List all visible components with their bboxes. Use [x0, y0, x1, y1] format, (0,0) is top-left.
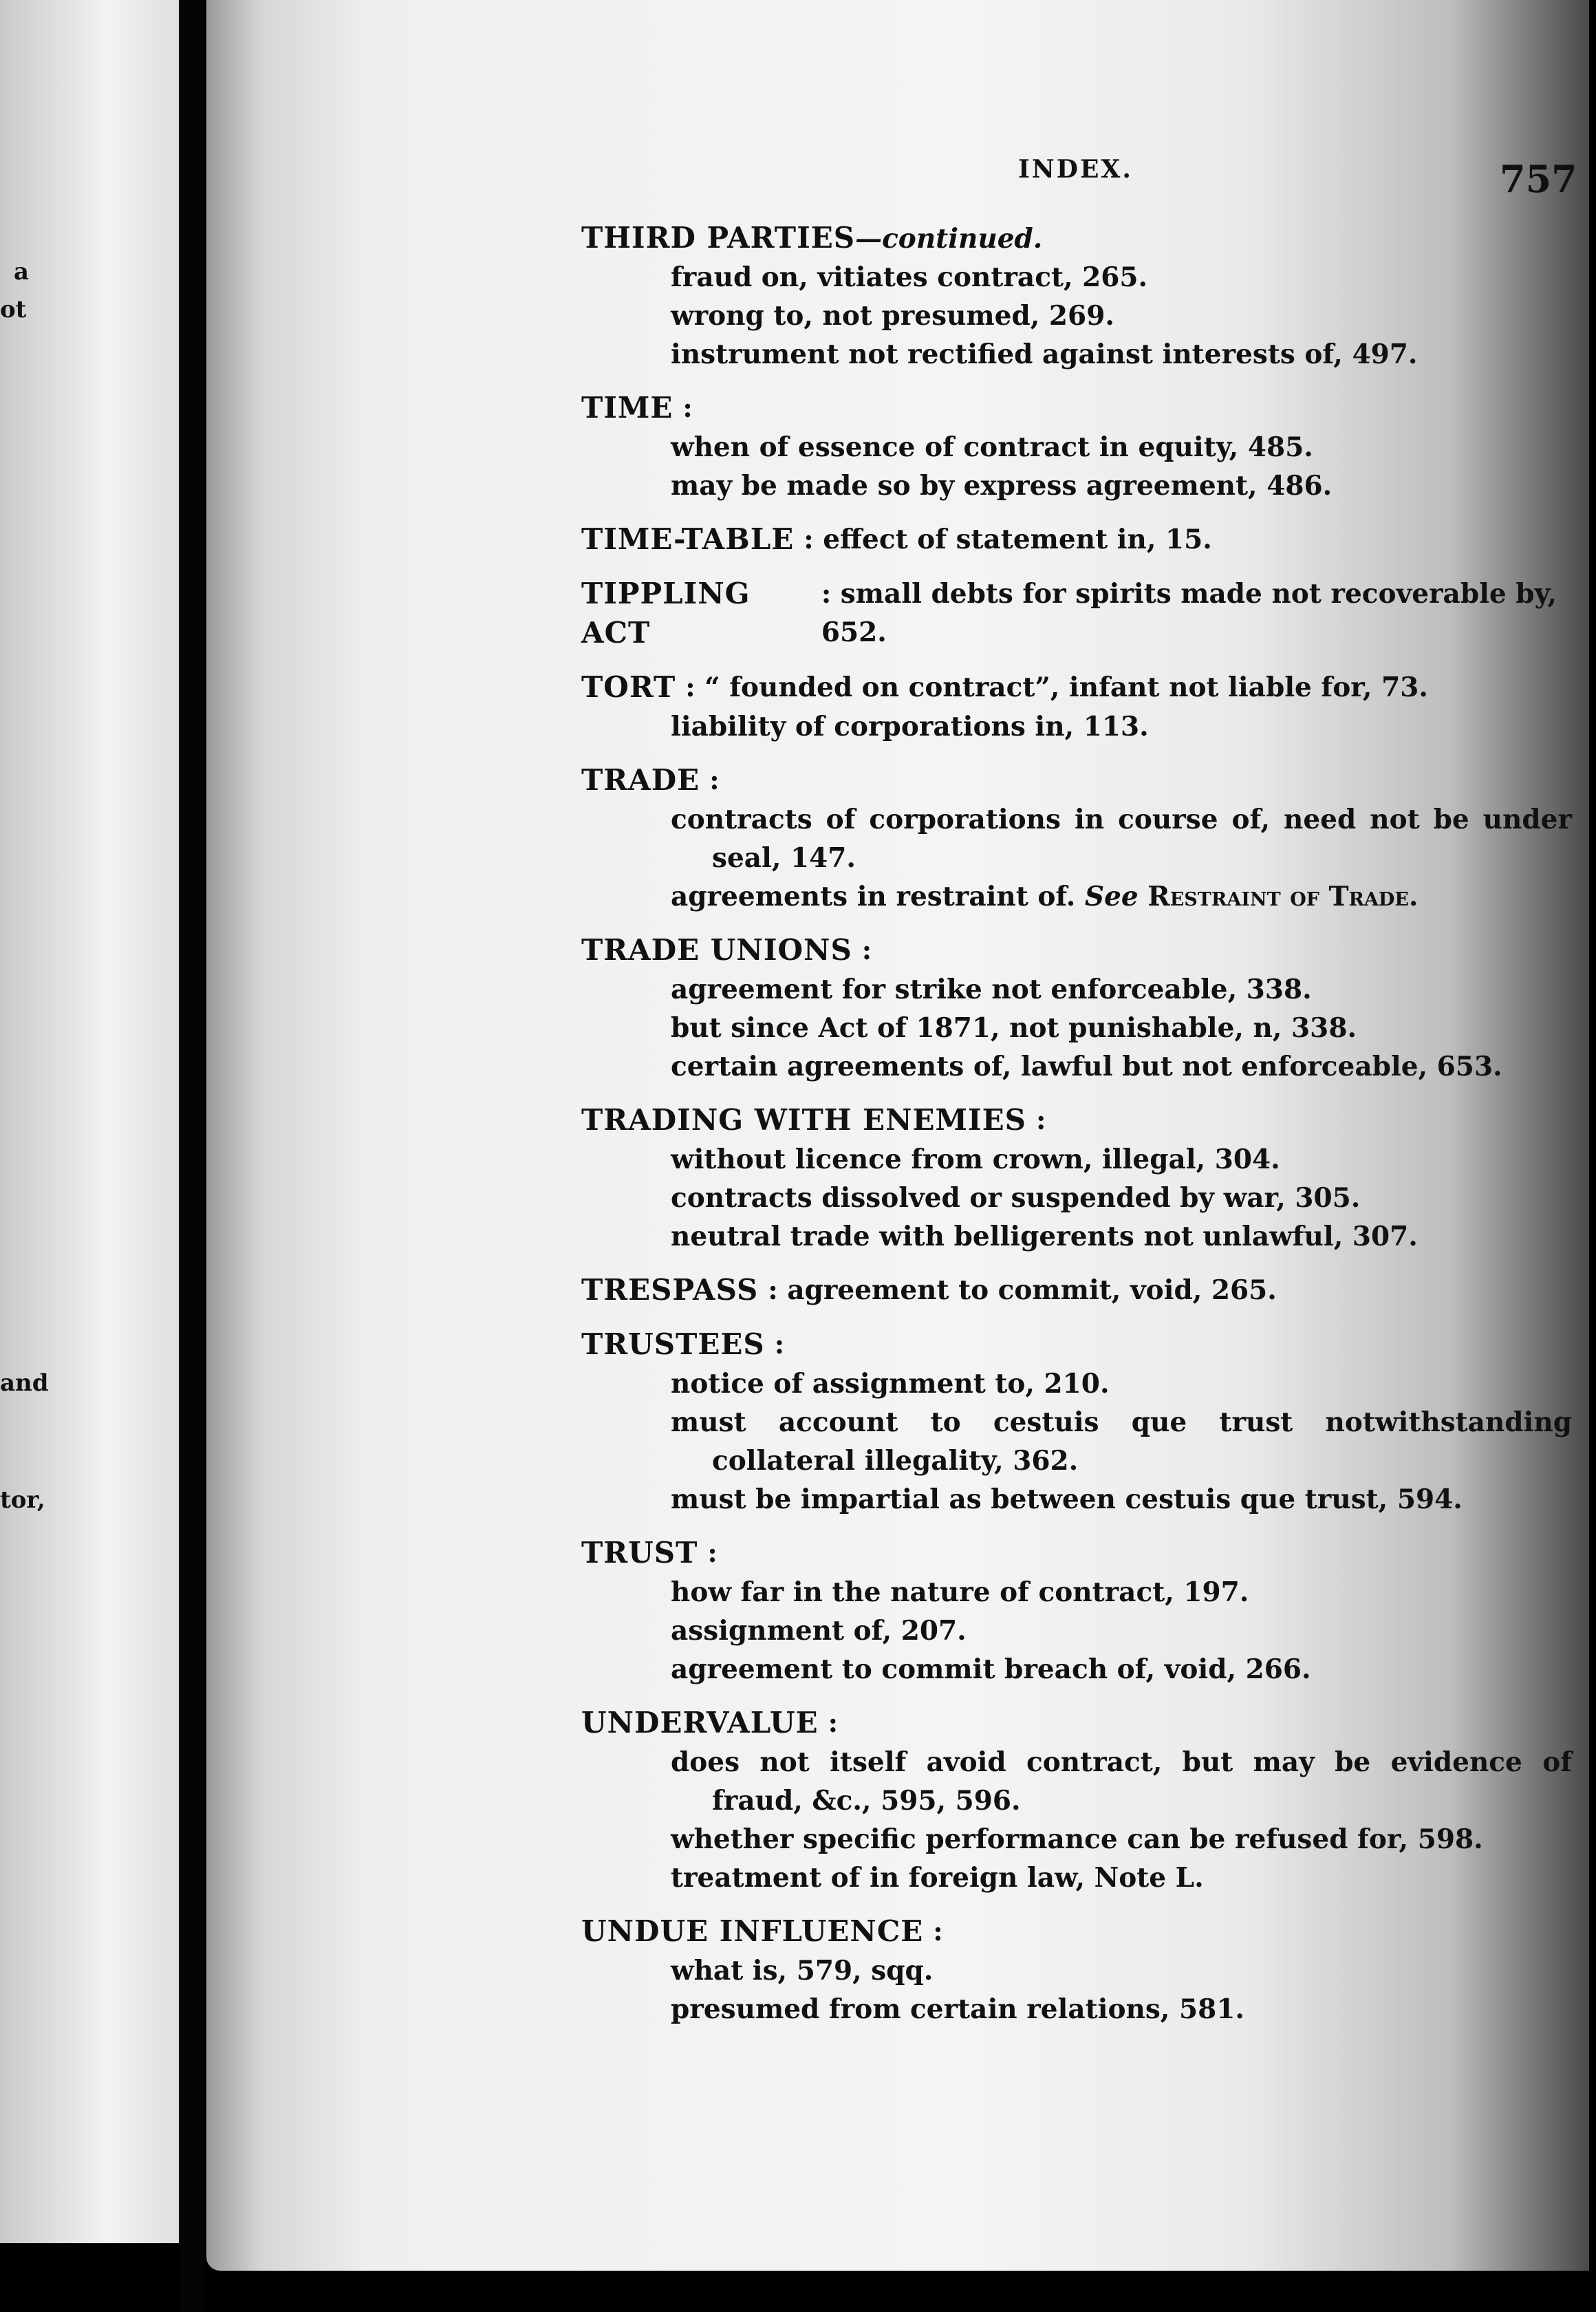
entry-term: TIME-TABLE [581, 522, 795, 556]
entry-subheading: without licence from crown, illegal, 304. [671, 1144, 1280, 1175]
entry-subheading: liability of corporations in, 113. [671, 711, 1149, 742]
entry-subheading: treatment of in foreign law, Note L. [671, 1862, 1204, 1894]
entry-subheading: how far in the nature of contract, 197. [671, 1576, 1249, 1608]
facing-page-text-fragment: a [14, 258, 30, 286]
entry-subheading: notice of assignment to, 210. [671, 1368, 1110, 1400]
entry-subheading: presumed from certain relations, 581. [671, 1993, 1244, 2025]
facing-page-edge [0, 0, 179, 2243]
index-entry [581, 1912, 1572, 2029]
entry-inline-text: : effect of statement in, 15. [804, 524, 1212, 555]
entry-heading [581, 1271, 1572, 1310]
entry-subheading: must be impartial as between cestuis que trust, 594. [671, 1484, 1463, 1515]
entry-term: UNDERVALUE [581, 1706, 819, 1740]
entry-subheading: contracts of corporations in course of, need not be under seal, 147. [671, 804, 1572, 874]
see-marker: See [1084, 881, 1139, 912]
index-page [206, 0, 1589, 2271]
entry-term: TRADE [581, 763, 700, 797]
facing-page-text-fragment: and [0, 1369, 49, 1397]
entry-term: TRADE UNIONS [581, 933, 852, 967]
index-entry [581, 931, 1572, 1086]
page-number: 757 [1500, 157, 1577, 201]
entry-subheading: certain agreements of, lawful but not enforceable, 653. [671, 1051, 1502, 1082]
entry-term: TRUSTEES [581, 1327, 765, 1361]
running-head: INDEX. [1018, 155, 1133, 184]
index-entry [581, 520, 1572, 559]
entry-subheading: whether specific performance can be refused for, 598. [671, 1823, 1483, 1855]
entry-subheading: contracts dissolved or suspended by war, 305. [671, 1182, 1361, 1214]
facing-page-text-fragment: tor, [0, 1486, 45, 1514]
entry-subheading: but since Act of 1871, not punishable, n, 338. [671, 1012, 1357, 1044]
index-entry [581, 1704, 1572, 1897]
entry-inline-text: : [774, 1329, 785, 1360]
entry-heading [581, 389, 1572, 428]
cross-reference-prefix: agreements in restraint of. [671, 881, 1076, 912]
entry-subheading: agreement to commit breach of, void, 266. [671, 1653, 1311, 1685]
entry-subheading: neutral trade with belligerents not unlawful, 307. [671, 1221, 1418, 1252]
entry-subheading: agreement for strike not enforceable, 338. [671, 974, 1312, 1005]
entry-inline-text: : [707, 1537, 718, 1569]
book-binding-gutter [180, 0, 204, 2312]
entry-heading [581, 520, 1572, 559]
entry-subheading: instrument not rectified against interests of, 497. [671, 339, 1418, 370]
entry-subheading: may be made so by express agreement, 486. [671, 470, 1333, 502]
index-entry [581, 1101, 1572, 1256]
entry-term: TIPPLING ACT [581, 577, 751, 650]
entry-term: TRADING WITH ENEMIES [581, 1103, 1026, 1137]
cross-reference-target: Restraint of Trade. [1147, 881, 1419, 912]
entry-heading [581, 668, 1572, 707]
entry-subheading: fraud on, vitiates contract, 265. [671, 261, 1148, 293]
entry-subheading: must account to cestuis que trust notwithstanding collateral illegality, 362. [671, 1406, 1572, 1477]
entry-inline-text: : “ founded on contract”, infant not liable for, 73. [685, 672, 1428, 703]
index-entry [581, 761, 1572, 916]
entry-inline-text: : [861, 934, 872, 966]
index-entry [581, 1325, 1572, 1519]
entry-continued-marker: —continued. [855, 223, 1043, 255]
entry-term: TRUST [581, 1536, 698, 1570]
entry-subheading: what is, 579, sqq. [671, 1955, 934, 1987]
entry-subheading: does not itself avoid contract, but may be evidence of fraud, &c., 595, 596. [671, 1746, 1572, 1817]
entry-heading [581, 1912, 1572, 1951]
entry-term: TRESPASS [581, 1273, 759, 1307]
index-entry [581, 389, 1572, 505]
entry-inline-text: : [828, 1707, 839, 1739]
index-entry [581, 219, 1572, 374]
entry-heading [581, 1101, 1572, 1140]
entry-inline-text: : [682, 392, 693, 424]
entry-term: TIME [581, 391, 673, 425]
entry-inline-text: : [709, 764, 720, 796]
index-entry [581, 1534, 1572, 1689]
entry-inline-text: : small debts for spirits made not recoverable by, 652. [821, 578, 1557, 648]
entry-heading [581, 219, 1572, 258]
entry-inline-text: : [1035, 1104, 1046, 1136]
entry-inline-text: : [933, 1916, 943, 1947]
entry-term: UNDUE INFLUENCE [581, 1914, 924, 1948]
entry-heading [581, 1534, 1572, 1573]
entry-heading [581, 761, 1572, 800]
entry-term: TORT [581, 670, 676, 704]
index-entry [581, 575, 1572, 653]
index-entry [581, 1271, 1572, 1310]
entry-inline-text: : agreement to commit, void, 265. [768, 1274, 1277, 1306]
cross-reference-line [581, 877, 1572, 916]
entry-subheading: assignment of, 207. [671, 1615, 967, 1647]
entry-term: THIRD PARTIES [581, 221, 856, 255]
index-entries [581, 219, 1572, 2044]
entry-heading [581, 1704, 1572, 1743]
entry-subheading: when of essence of contract in equity, 485. [671, 431, 1313, 463]
entry-heading [581, 1325, 1572, 1364]
entry-heading [581, 575, 1572, 653]
entry-heading [581, 931, 1572, 970]
facing-page-text-fragment: ot [0, 296, 27, 323]
entry-subheading: wrong to, not presumed, 269. [671, 300, 1114, 332]
index-entry [581, 668, 1572, 746]
